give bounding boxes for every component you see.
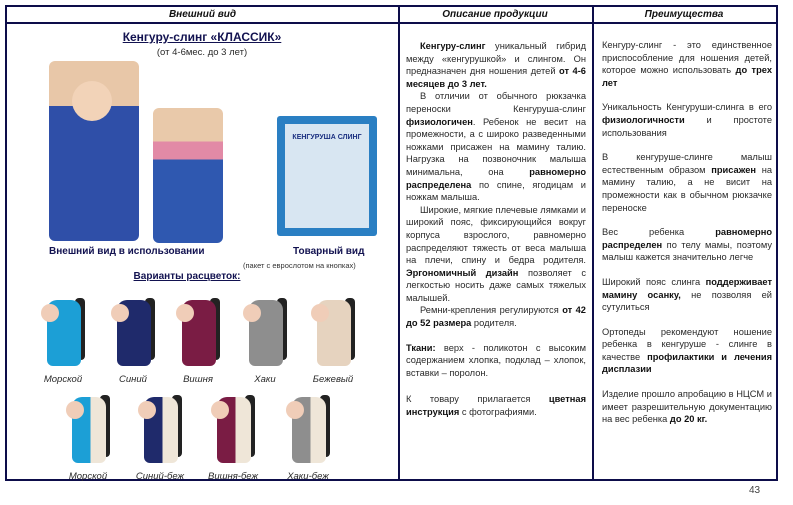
text: от 4-6 месяцев до 3 лет. xyxy=(406,66,586,89)
header-advantages: Преимущества xyxy=(592,7,776,24)
text: В отличии от обычного рюкзачка переноски Кенгуруша-слинг xyxy=(406,91,586,114)
variant-image xyxy=(172,294,224,368)
photo-mother-front xyxy=(153,108,223,243)
description-column xyxy=(406,26,586,479)
text: Вес ребенка xyxy=(602,227,716,238)
product-title: Кенгуру-слинг «КЛАССИК» xyxy=(122,30,282,44)
text: К товару прилагается xyxy=(406,394,549,405)
text: не позволяя ей сутулиться xyxy=(602,289,772,313)
text: уникальный гибрид между «кенгурушкой» и слингом. Он предназначен дня ношения детей xyxy=(406,41,586,77)
caption-package: (пакет с еврослотом на кнопках) xyxy=(243,261,356,270)
text: физиологичности xyxy=(602,114,685,125)
variant-image xyxy=(282,391,334,465)
variant-label: Хаки-беж xyxy=(287,471,329,482)
photo-package xyxy=(277,116,377,236)
doll-head xyxy=(111,304,129,322)
appearance-column xyxy=(7,26,398,482)
variant-image xyxy=(307,294,359,368)
variant-label: Вишня xyxy=(183,374,213,385)
photo-child-head xyxy=(72,81,112,121)
text: Ремни-крепления регулируются xyxy=(420,305,563,316)
text: до 20 кг. xyxy=(669,414,708,425)
caption-product: Товарный вид xyxy=(293,246,365,257)
text: Широкий пояс слинга xyxy=(602,276,706,287)
variant-label: Морской xyxy=(43,374,83,385)
divider xyxy=(592,7,594,479)
text: равномерно распределена xyxy=(406,166,586,190)
variant-image xyxy=(62,391,114,465)
variant-image xyxy=(134,391,186,465)
product-subtitle: (от 4-6мес. до 3 лет) xyxy=(156,47,248,58)
doll-head xyxy=(176,304,194,322)
text: позволяет с легкостью носить даже самых тяжелых малышей. xyxy=(406,267,586,303)
text: поддерживает мамину осанку, xyxy=(602,276,772,300)
text: от 42 до 52 размера xyxy=(406,305,586,329)
text: на мамину талию, а не висит на промежности как в обычном рюкзачке переноске xyxy=(602,164,772,213)
doll-head xyxy=(211,401,229,419)
variant-label: Вишня-беж xyxy=(207,471,259,482)
variant-image xyxy=(239,294,291,368)
header-description: Описание продукции xyxy=(398,7,592,24)
variant-label: Бежевый xyxy=(312,374,354,385)
product-table xyxy=(5,5,778,481)
text: присажен xyxy=(711,164,756,175)
doll-head xyxy=(66,401,84,419)
variant-image xyxy=(107,294,159,368)
variant-label: Морской xyxy=(68,471,108,482)
text: родителя. xyxy=(471,318,517,329)
doll-head xyxy=(138,401,156,419)
text: Уникальность Кенгуруши-слинга в его xyxy=(602,102,772,113)
header-appearance: Внешний вид xyxy=(7,7,398,24)
page-number: 43 xyxy=(749,485,761,496)
text: с фотографиями. xyxy=(459,407,537,418)
advantages-column xyxy=(602,26,772,479)
text: профилактики и лечения дисплазии xyxy=(602,351,772,375)
text: верх - поликотон с высоким содержанием хлопка, подклад – хлопок, вставки – поролон. xyxy=(406,342,586,378)
text: Изделие прошло апробацию в НЦСМ и имеет разрешительную документацию на вес ребенка xyxy=(602,389,772,425)
text: и простоте использования xyxy=(602,114,772,138)
variants-title: Варианты расцветок: xyxy=(133,271,241,282)
text: физиологичен xyxy=(406,116,473,127)
text: . Ребенок не весит на промежности, а с широко разведенными ножками присажен на мамину талию. Нагрузка на позвоночник малыша минимальна, она xyxy=(406,116,586,177)
text: до трех лет xyxy=(602,65,772,88)
doll-head xyxy=(243,304,261,322)
package-label: КЕНГУРУША СЛИНГ xyxy=(285,124,369,228)
text: Ортопеды рекомендуют ношение ребенка в кенгуруше - слинге в качестве xyxy=(602,326,772,362)
variant-label: Хаки xyxy=(254,374,276,385)
text: равномерно распределен xyxy=(602,227,772,250)
text: по спине, ягодицам и ножкам малыша. xyxy=(406,179,586,203)
text: Кенгуру-слинг xyxy=(420,41,486,51)
caption-in-use: Внешний вид в использовании xyxy=(49,246,205,257)
variant-image xyxy=(37,294,89,368)
text: Кенгуру-слинг - это единственное приспособление для ношения детей, которое можно использовать xyxy=(602,40,772,76)
text: цветная инструкция xyxy=(406,394,586,418)
variant-image xyxy=(207,391,259,465)
text: Эргономичный дизайн xyxy=(406,267,519,278)
text: В кенгуруше-слинге малыш естественным образом xyxy=(602,152,772,175)
variant-label: Синий-беж xyxy=(135,471,185,482)
text: Широкие, мягкие плечевые лямками и широкий пояс, фиксирующийся вокруг корпуса взрослого, равномерно распределяют тяжесть от веса малыша на плечи, спину и бедра родителя. xyxy=(406,204,586,266)
text: по телу мамы, поэтому малыш кажется значительно легче xyxy=(602,239,772,263)
divider xyxy=(398,7,400,479)
doll-head xyxy=(286,401,304,419)
text: Ткани: xyxy=(406,342,436,353)
variant-label: Синий xyxy=(119,374,147,385)
doll-head xyxy=(41,304,59,322)
doll-head xyxy=(311,304,329,322)
